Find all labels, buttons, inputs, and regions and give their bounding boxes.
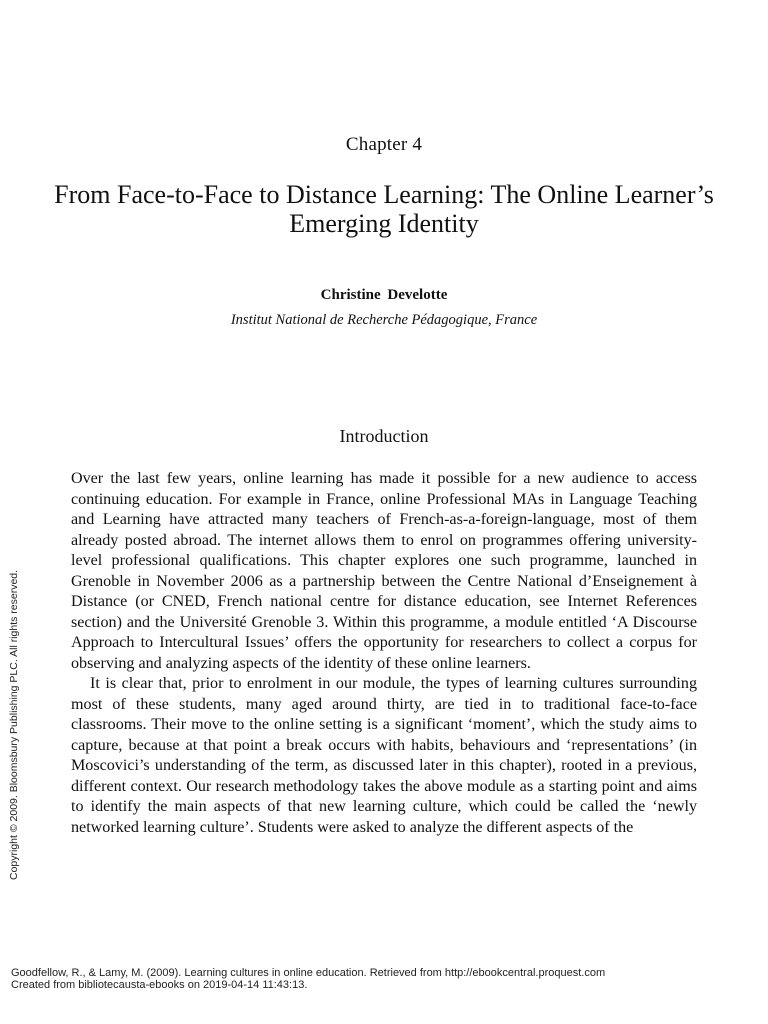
footer (11, 967, 751, 991)
copyright-notice: Copyright © 2009. Bloomsbury Publishing PLC. All rights reserved. (8, 569, 20, 880)
author-affiliation: Institut National de Recherche Pédagogique, France (230, 312, 538, 328)
chapter-label: Chapter 4 (345, 134, 423, 155)
citation-line: Goodfellow, R., & Lamy, M. (2009). Learning cultures in online education. Retrieved from http://ebookcentral.proquest.com (11, 967, 606, 979)
chapter-title: From Face-to-Face to Distance Learning: The Online Learner’s Emerging Identity (54, 180, 714, 238)
created-line: Created from bibliotecausta-ebooks on 2019-04-14 11:43:13. (11, 979, 308, 991)
author-name: Christine Develotte (320, 287, 448, 303)
paragraph: It is clear that, prior to enrolment in our module, the types of learning cultures surrounding most of these students, many aged around thirty, are tied in to traditional face-to-face classrooms. Their move to the online setting is a significant ‘moment’, which the study aims to capture, because at that point a break occurs with habits, behaviours and ‘representations’ (in Moscovici’s understanding of the term, as discussed later in this chapter), rooted in a previous, different context. Our research methodology takes the above module as a starting point and aims to identify the main aspects of that new learning culture, which could be called the ‘newly networked learning culture’. Students were asked to analyze the different aspects of the (71, 675, 697, 836)
body-text (71, 469, 697, 838)
paragraph: Over the last few years, online learning has made it possible for a new audience to access continuing education. For example in France, online Professional MAs in Language Teaching and Learning have attracted many teachers of French-as-a-foreign-language, most of them already posted abroad. The internet allows them to enrol on programmes offering university-level professional qualifications. This chapter explores one such programme, launched in Grenoble in November 2006 as a partnership between the Centre National d’Enseignement à Distance (or CNED, French national centre for distance education, see Internet References section) and the Université Grenoble 3. Within this programme, a module entitled ‘A Discourse Approach to Intercultural Issues’ offers the opportunity for researchers to collect a corpus for observing and analyzing aspects of the identity of these online learners. (71, 470, 697, 672)
section-heading: Introduction (339, 426, 429, 446)
